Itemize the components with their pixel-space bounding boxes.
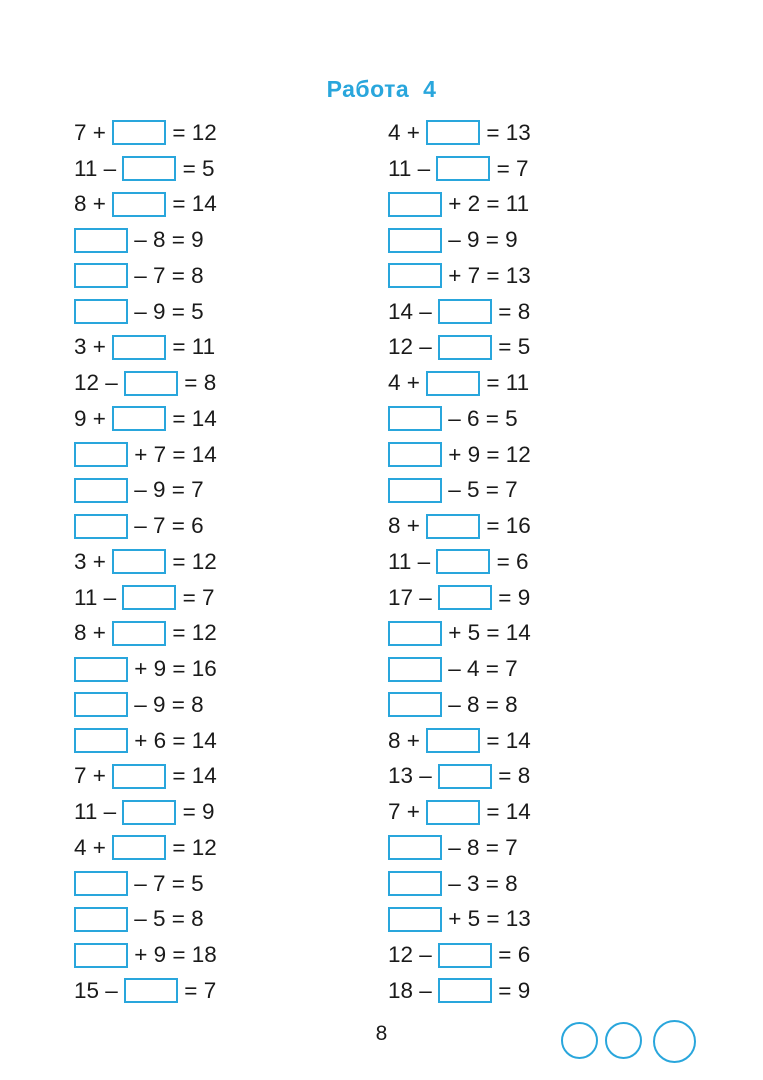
- equation-text: = 11: [166, 334, 216, 360]
- equation-row: [388, 902, 531, 938]
- equation-text: 18 –: [388, 977, 439, 1003]
- equation-text: = 7: [178, 977, 217, 1003]
- answer-box[interactable]: [438, 585, 492, 610]
- answer-box[interactable]: [426, 514, 480, 539]
- equation-row: [388, 151, 531, 187]
- answer-box[interactable]: [112, 406, 166, 431]
- equation-row: [74, 759, 217, 795]
- equation-text: – 8 = 7: [442, 834, 518, 860]
- equation-row: [74, 222, 217, 258]
- equation-text: – 3 = 8: [442, 870, 518, 896]
- answer-box[interactable]: [74, 299, 128, 324]
- equation-text: – 8 = 8: [442, 691, 518, 717]
- equation-text: + 9 = 12: [442, 441, 531, 467]
- answer-box[interactable]: [74, 514, 128, 539]
- equation-text: = 14: [166, 763, 217, 789]
- answer-box[interactable]: [426, 371, 480, 396]
- equation-text: = 5: [176, 155, 215, 181]
- equation-row: [388, 437, 531, 473]
- equation-row: [74, 473, 217, 509]
- equation-row: [388, 937, 531, 973]
- equation-row: [388, 616, 531, 652]
- equation-text: + 7 = 14: [128, 441, 217, 467]
- equation-row: [74, 794, 217, 830]
- answer-box[interactable]: [426, 120, 480, 145]
- answer-box[interactable]: [112, 835, 166, 860]
- equation-row: [74, 544, 217, 580]
- equation-text: + 7 = 13: [442, 262, 531, 288]
- answer-box[interactable]: [74, 228, 128, 253]
- equation-row: [74, 330, 217, 366]
- answer-box[interactable]: [74, 478, 128, 503]
- answer-box[interactable]: [388, 657, 442, 682]
- equation-text: + 6 = 14: [128, 727, 217, 753]
- equation-text: = 8: [178, 370, 217, 396]
- equation-text: = 7: [490, 155, 529, 181]
- equation-row: [388, 794, 531, 830]
- answer-box[interactable]: [112, 621, 166, 646]
- equation-text: – 9 = 8: [128, 691, 204, 717]
- answer-box[interactable]: [122, 800, 176, 825]
- equation-text: 9 +: [74, 405, 113, 431]
- equation-row: [388, 187, 531, 223]
- equation-row: [74, 365, 217, 401]
- equation-row: [74, 258, 217, 294]
- equation-text: = 11: [480, 370, 530, 396]
- answer-box[interactable]: [112, 192, 166, 217]
- title-word: Работа: [326, 76, 410, 102]
- equation-text: 13 –: [388, 763, 439, 789]
- answer-box[interactable]: [74, 871, 128, 896]
- equation-text: 8 +: [74, 191, 113, 217]
- equation-text: = 9: [492, 584, 531, 610]
- exercise-column-left: [74, 115, 217, 1009]
- answer-box[interactable]: [388, 406, 442, 431]
- answer-box[interactable]: [124, 978, 178, 1003]
- equation-text: 11 –: [74, 799, 123, 825]
- equation-row: [388, 544, 531, 580]
- equation-row: [74, 830, 217, 866]
- answer-box[interactable]: [426, 800, 480, 825]
- answer-box[interactable]: [438, 978, 492, 1003]
- equation-text: = 13: [480, 119, 531, 145]
- equation-row: [74, 687, 217, 723]
- equation-text: – 8 = 9: [128, 227, 204, 253]
- equation-row: [388, 687, 531, 723]
- equation-row: [74, 616, 217, 652]
- equation-text: 15 –: [74, 977, 125, 1003]
- answer-box[interactable]: [438, 764, 492, 789]
- answer-box[interactable]: [438, 299, 492, 324]
- equation-text: 3 +: [74, 548, 113, 574]
- equation-text: = 6: [492, 942, 531, 968]
- equation-text: – 7 = 8: [128, 262, 204, 288]
- equation-text: = 14: [166, 191, 217, 217]
- equation-text: 8 +: [74, 620, 113, 646]
- equation-text: 8 +: [388, 513, 427, 539]
- equation-text: 4 +: [74, 834, 113, 860]
- title-number: 4: [423, 76, 437, 102]
- answer-box[interactable]: [388, 692, 442, 717]
- page-number: 8: [375, 1022, 388, 1045]
- equation-text: = 5: [492, 334, 531, 360]
- answer-box[interactable]: [426, 728, 480, 753]
- equation-text: 7 +: [388, 799, 427, 825]
- equation-text: = 8: [492, 298, 531, 324]
- equation-text: 12 –: [388, 334, 439, 360]
- equation-text: + 2 = 11: [442, 191, 530, 217]
- equation-text: = 12: [166, 834, 217, 860]
- equation-row: [74, 937, 217, 973]
- equation-row: [74, 902, 217, 938]
- equation-text: + 5 = 13: [442, 906, 531, 932]
- equation-row: [388, 115, 531, 151]
- score-circle: [653, 1020, 696, 1063]
- equation-row: [388, 222, 531, 258]
- equation-row: [74, 294, 217, 330]
- equation-row: [388, 401, 531, 437]
- answer-box[interactable]: [436, 549, 490, 574]
- equation-row: [74, 651, 217, 687]
- answer-box[interactable]: [74, 907, 128, 932]
- answer-box[interactable]: [74, 442, 128, 467]
- answer-box[interactable]: [388, 192, 442, 217]
- equation-text: – 4 = 7: [442, 656, 518, 682]
- answer-box[interactable]: [388, 442, 442, 467]
- equation-text: = 16: [480, 513, 531, 539]
- equation-text: 12 –: [388, 942, 439, 968]
- answer-box[interactable]: [124, 371, 178, 396]
- equation-row: [74, 187, 217, 223]
- equation-row: [388, 723, 531, 759]
- answer-box[interactable]: [388, 907, 442, 932]
- answer-box[interactable]: [74, 657, 128, 682]
- equation-text: – 7 = 5: [128, 870, 204, 896]
- equation-row: [74, 866, 217, 902]
- equation-text: 11 –: [74, 155, 123, 181]
- equation-row: [388, 294, 531, 330]
- equation-row: [74, 401, 217, 437]
- equation-text: 17 –: [388, 584, 439, 610]
- equation-text: – 6 = 5: [442, 405, 518, 431]
- equation-text: 4 +: [388, 119, 427, 145]
- equation-text: – 5 = 7: [442, 477, 518, 503]
- equation-text: – 9 = 7: [128, 477, 204, 503]
- answer-box[interactable]: [388, 263, 442, 288]
- equation-row: [74, 115, 217, 151]
- answer-box[interactable]: [112, 335, 166, 360]
- equation-text: = 14: [166, 405, 217, 431]
- equation-text: – 9 = 5: [128, 298, 204, 324]
- equation-row: [388, 973, 531, 1009]
- equation-text: = 7: [176, 584, 215, 610]
- equation-text: = 9: [492, 977, 531, 1003]
- answer-box[interactable]: [74, 692, 128, 717]
- answer-box[interactable]: [438, 335, 492, 360]
- equation-row: [388, 258, 531, 294]
- equation-text: = 9: [176, 799, 215, 825]
- equation-text: 11 –: [388, 155, 437, 181]
- equation-row: [74, 723, 217, 759]
- equation-row: [388, 508, 531, 544]
- answer-box[interactable]: [74, 943, 128, 968]
- answer-box[interactable]: [112, 549, 166, 574]
- equation-text: 11 –: [74, 584, 123, 610]
- equation-text: = 12: [166, 548, 217, 574]
- answer-box[interactable]: [112, 764, 166, 789]
- answer-box[interactable]: [438, 943, 492, 968]
- equation-text: = 14: [480, 799, 531, 825]
- answer-box[interactable]: [388, 871, 442, 896]
- equation-text: = 12: [166, 620, 217, 646]
- equation-row: [74, 508, 217, 544]
- answer-box[interactable]: [74, 263, 128, 288]
- equation-row: [74, 973, 217, 1009]
- equation-text: = 12: [166, 119, 217, 145]
- equation-row: [388, 651, 531, 687]
- score-circle: [561, 1022, 598, 1059]
- equation-text: + 5 = 14: [442, 620, 531, 646]
- equation-text: 14 –: [388, 298, 439, 324]
- answer-box[interactable]: [388, 621, 442, 646]
- answer-box[interactable]: [388, 478, 442, 503]
- answer-box[interactable]: [122, 585, 176, 610]
- equation-text: – 5 = 8: [128, 906, 204, 932]
- answer-box[interactable]: [436, 156, 490, 181]
- answer-box[interactable]: [388, 228, 442, 253]
- equation-text: 12 –: [74, 370, 125, 396]
- equation-text: – 9 = 9: [442, 227, 518, 253]
- equation-row: [388, 365, 531, 401]
- equation-row: [388, 473, 531, 509]
- exercise-column-right: [388, 115, 531, 1009]
- equation-row: [74, 580, 217, 616]
- equation-row: [388, 330, 531, 366]
- equation-text: 4 +: [388, 370, 427, 396]
- equation-text: = 8: [492, 763, 531, 789]
- equation-row: [388, 866, 531, 902]
- page-title: [0, 76, 763, 103]
- answer-box[interactable]: [112, 120, 166, 145]
- equation-row: [388, 759, 531, 795]
- equation-row: [388, 830, 531, 866]
- equation-row: [74, 437, 217, 473]
- equation-text: + 9 = 16: [128, 656, 217, 682]
- equation-text: 7 +: [74, 119, 113, 145]
- score-circle: [605, 1022, 642, 1059]
- equation-text: = 6: [490, 548, 529, 574]
- equation-text: – 7 = 6: [128, 513, 204, 539]
- answer-box[interactable]: [74, 728, 128, 753]
- equation-text: + 9 = 18: [128, 942, 217, 968]
- equation-text: 11 –: [388, 548, 437, 574]
- equation-text: 3 +: [74, 334, 113, 360]
- answer-box[interactable]: [388, 835, 442, 860]
- equation-text: 8 +: [388, 727, 427, 753]
- equation-text: = 14: [480, 727, 531, 753]
- answer-box[interactable]: [122, 156, 176, 181]
- equation-row: [388, 580, 531, 616]
- equation-text: 7 +: [74, 763, 113, 789]
- equation-row: [74, 151, 217, 187]
